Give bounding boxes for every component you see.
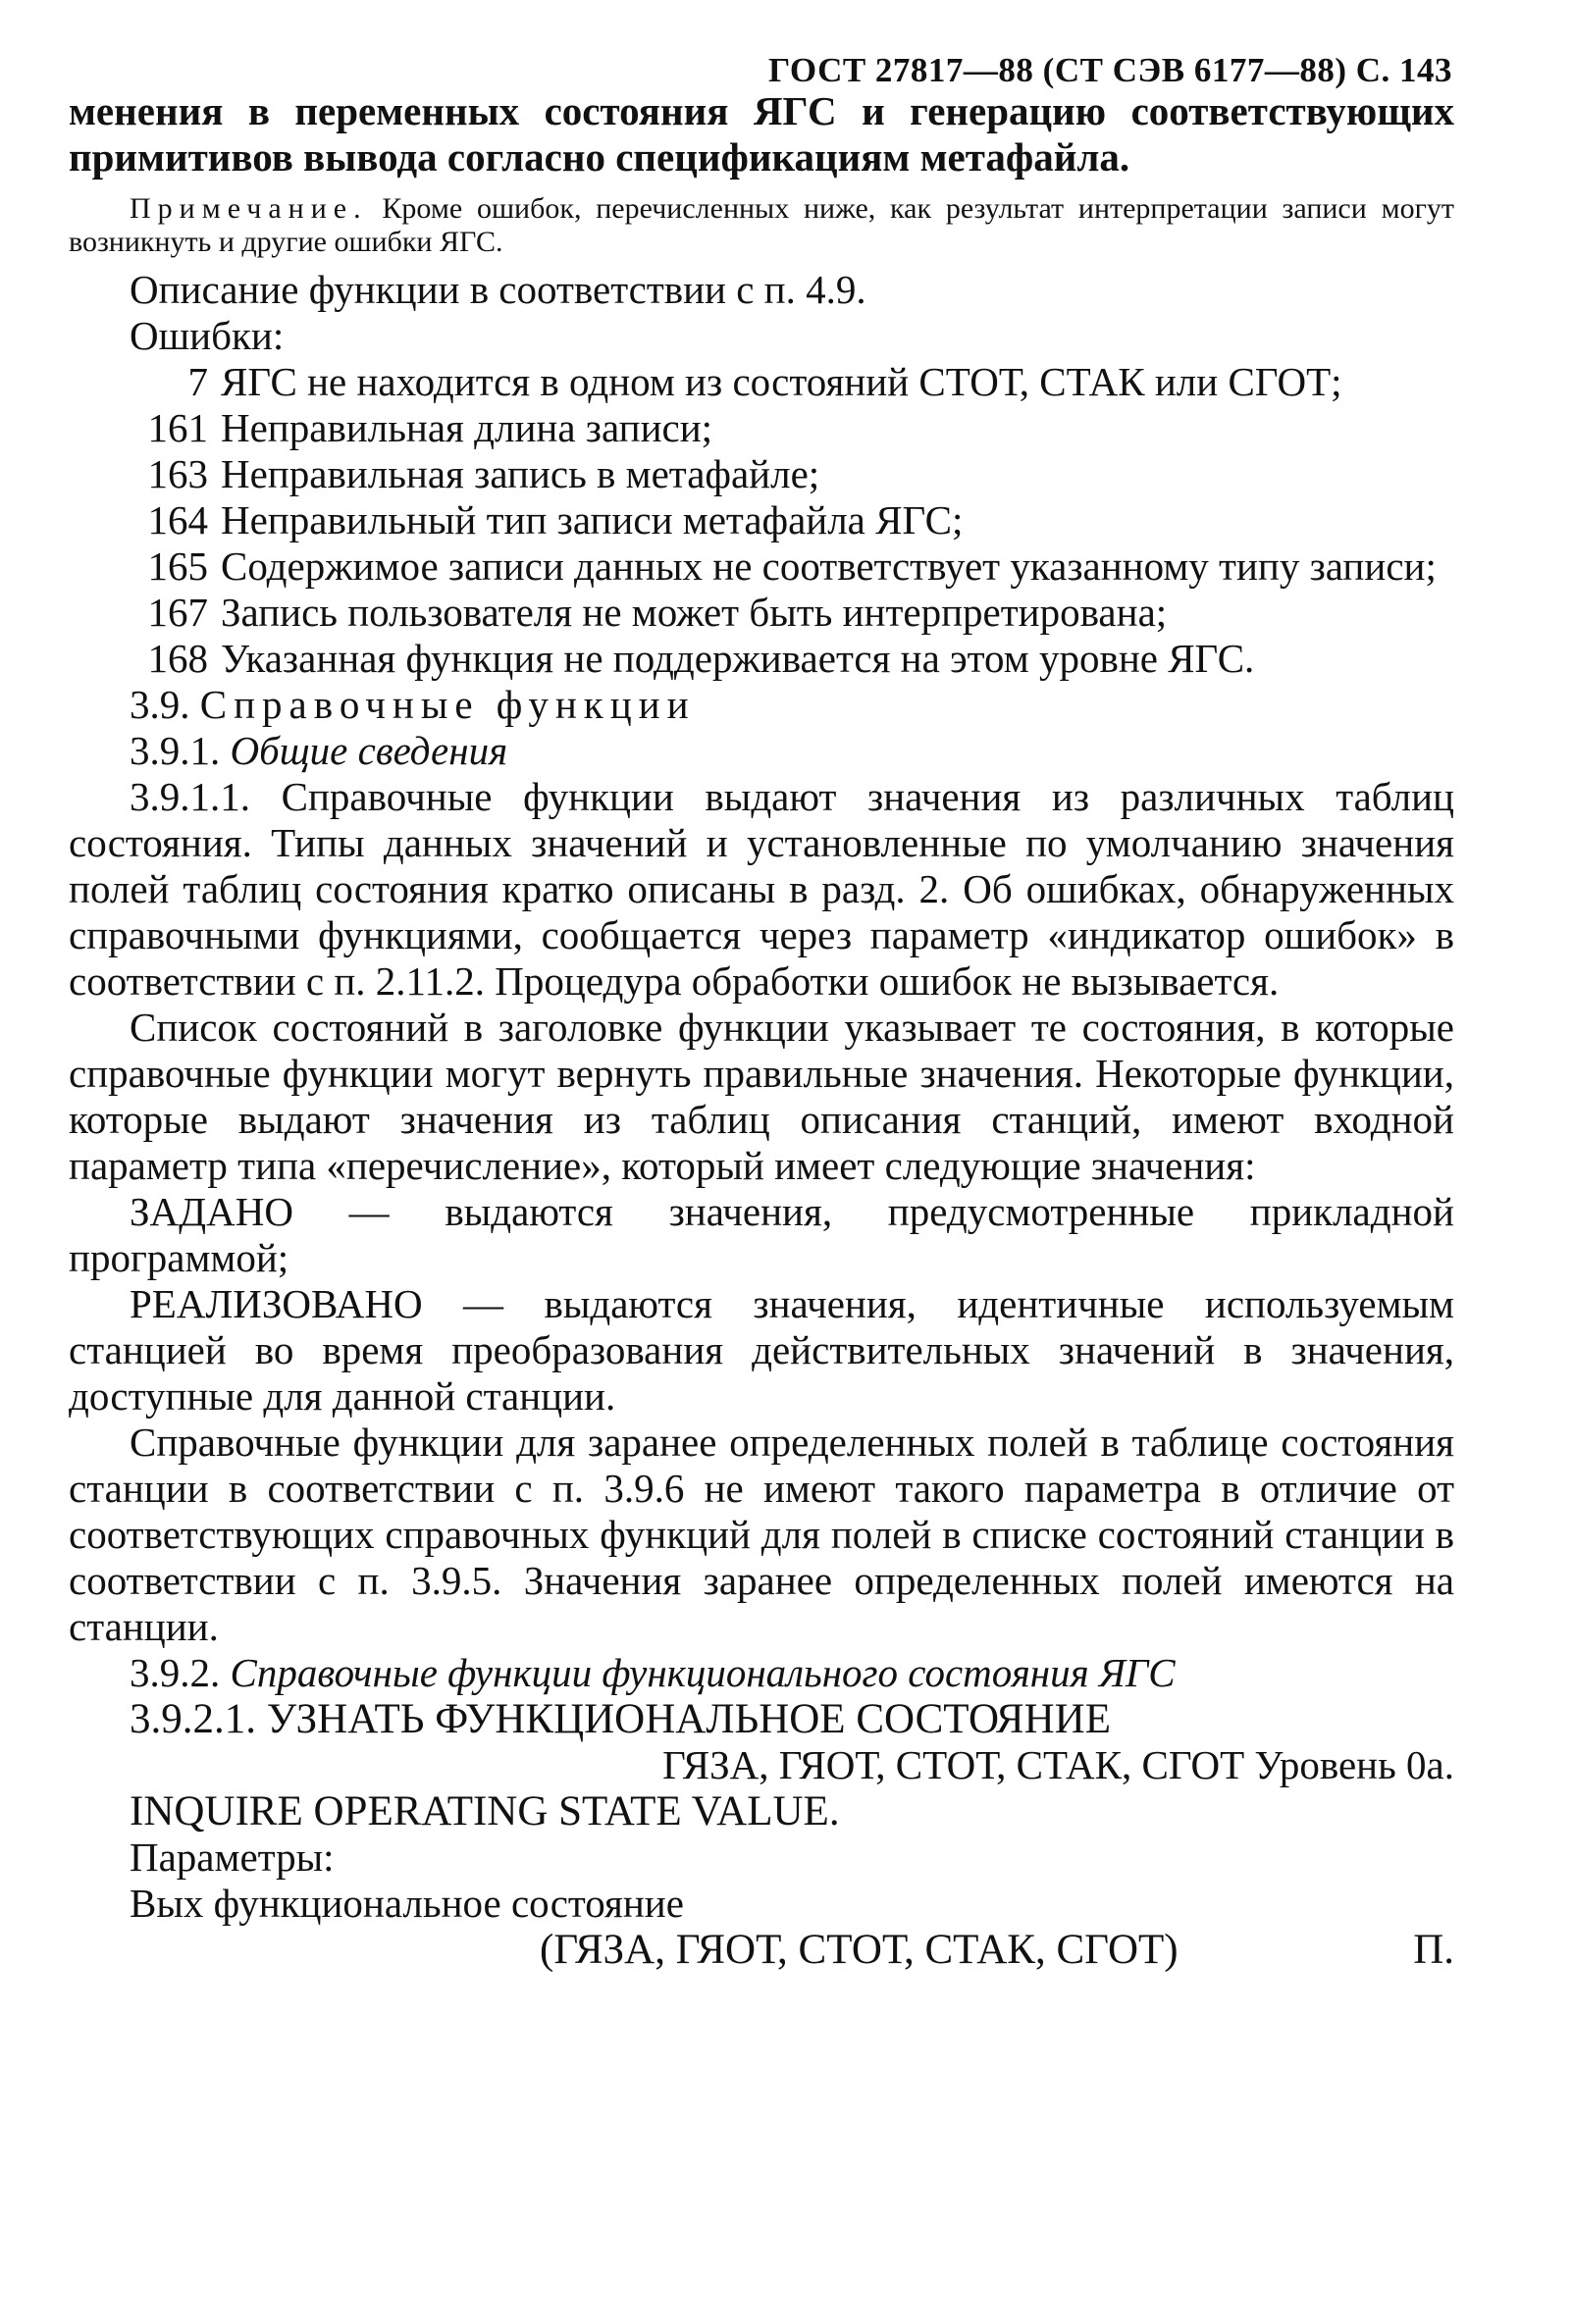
section-heading-3-9 [69, 682, 1454, 728]
error-code: 167 [147, 590, 208, 635]
note-paragraph [69, 192, 1454, 259]
error-item [69, 359, 1454, 405]
section-number: 3.9. [130, 682, 190, 727]
error-item [69, 590, 1454, 636]
error-text: Неправильная запись в метафайле; [221, 451, 820, 496]
note-label: Примечание. [130, 192, 368, 225]
section-heading-3-9-2 [69, 1650, 1454, 1696]
error-text: Неправильная длина записи; [221, 405, 713, 450]
error-item [69, 451, 1454, 497]
section-heading-3-9-1 [69, 728, 1454, 774]
section-title: Справочные функции [199, 682, 696, 727]
error-code: 161 [147, 405, 208, 450]
paragraph-state-list: Список состояний в заголовке функции указывает те состояния, в которые справочные функции могут вернуть правильные значения. Некоторые функции, которые выдают значения из таблиц описания станций, имеют входной параметр типа «перечисление», который имеет следующие значения: [69, 1005, 1454, 1188]
errors-heading: Ошибки: [130, 313, 285, 358]
error-item [69, 543, 1454, 590]
parameter-values-row [69, 1927, 1454, 1976]
page-header: ГОСТ 27817—88 (СТ СЭВ 6177—88) С. 143 [768, 51, 1452, 89]
function-states: ГЯЗА, ГЯОТ, СТОТ, СТАК, СГОТ Уровень 0а. [662, 1742, 1454, 1787]
error-code: 165 [147, 543, 208, 589]
error-text: Неправильный тип записи метафайла ЯГС; [221, 497, 964, 542]
error-code: 164 [147, 497, 208, 542]
error-code: 168 [147, 636, 208, 681]
section-title: Справочные функции функционального состояния ЯГС [230, 1650, 1176, 1695]
error-text: ЯГС не находится в одном из состояний СТОТ, СТАК или СГОТ; [221, 359, 1342, 404]
function-name: УЗНАТЬ ФУНКЦИОНАЛЬНОЕ СОСТОЯНИЕ [266, 1696, 1111, 1742]
error-item [69, 405, 1454, 451]
function-number: 3.9.2.1. [130, 1696, 256, 1742]
function-description: Описание функции в соответствии с п. 4.9. [130, 267, 866, 312]
intro-paragraph: менения в переменных состояния ЯГС и генерацию соответствующих примитивов вывода согласно спецификациям метафайла. [69, 88, 1454, 180]
error-text: Указанная функция не поддерживается на этом уровне ЯГС. [221, 636, 1255, 681]
paragraph-realizovano: РЕАЛИЗОВАНО — выдаются значения, идентичные используемым станцией во время преобразования действительных значений в значения, доступные для данной станции. [69, 1281, 1454, 1419]
parameter-values: (ГЯЗА, ГЯОТ, СТОТ, СТАК, СГОТ) [540, 1927, 1179, 1973]
error-code: 163 [147, 451, 208, 496]
paragraph-predefined-fields: Справочные функции для заранее определенных полей в таблице состояния станции в соответствии с п. 3.9.6 не имеют такого параметра в отличие от соответствующих справочных функций для полей в списке состояний станции в соответствии с п. 3.9.5. Значения заранее определенных полей имеются на станции. [69, 1420, 1454, 1649]
error-text: Содержимое записи данных не соответствует указанному типу записи; [221, 543, 1437, 589]
document-body [69, 88, 1454, 1976]
paragraph-zadano: ЗАДАНО — выдаются значения, предусмотренные прикладной программой; [69, 1189, 1454, 1280]
error-item [69, 636, 1454, 682]
error-text: Запись пользователя не может быть интерпретирована; [221, 590, 1168, 635]
parameters-heading: Параметры: [130, 1834, 335, 1880]
section-title: Общие сведения [230, 728, 508, 773]
error-code: 7 [187, 359, 208, 404]
error-list [69, 359, 1454, 682]
section-number: 3.9.2. [130, 1650, 221, 1695]
parameter-line: Вых функциональное состояние [130, 1881, 684, 1926]
paragraph-3-9-1-1: 3.9.1.1. Справочные функции выдают значения из различных таблиц состояния. Типы данных значений и установленные по умолчанию значения полей таблиц состояния кратко описаны в разд. 2. Об ошибках, обнаруженных справочными функциями, сообщается через параметр «индикатор ошибок» в соответствии с п. 2.11.2. Процедура обработки ошибок не вызывается. [69, 774, 1454, 1004]
error-item [69, 497, 1454, 543]
function-english-name: INQUIRE OPERATING STATE VALUE. [130, 1788, 840, 1834]
function-heading [69, 1696, 1454, 1742]
parameter-type: П. [1413, 1927, 1454, 1973]
note-text: Кроме ошибок, перечисленных ниже, как результат интерпретации записи могут возникнуть и другие ошибки ЯГС. [69, 192, 1455, 258]
section-number: 3.9.1. [130, 728, 221, 773]
